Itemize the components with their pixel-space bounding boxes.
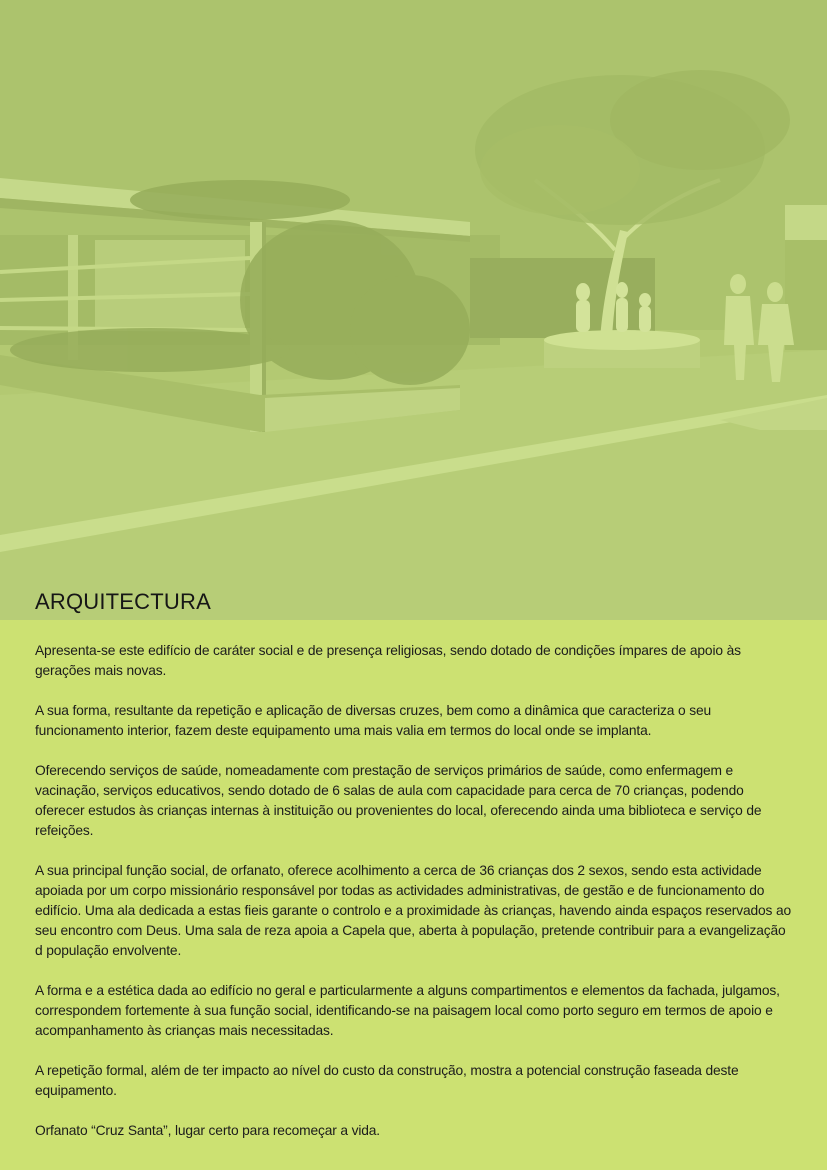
paragraph-aesthetics: A forma e a estética dada ao edifício no geral e particularmente a alguns compartimentos e elementos da fachada, julgamos, correspondem fortemente à sua função social, identificando-se na paisagem local como porto seguro em termos de apoio e acompanhamento às crianças mais necessitadas. xyxy=(35,983,780,1038)
paragraph-repetition: A repetição formal, além de ter impacto ao nível do custo da construção, mostra a potencial construção faseada deste equipamento. xyxy=(35,1063,739,1098)
paragraph-closing: Orfanato “Cruz Santa”, lugar certo para recomeçar a vida. xyxy=(35,1123,380,1138)
body-text xyxy=(35,641,795,1161)
paragraph-intro: Apresenta-se este edifício de caráter social e de presença religiosas, sendo dotado de condições ímpares de apoio às gerações mais novas. xyxy=(35,643,741,678)
paragraph-services: Oferecendo serviços de saúde, nomeadamente com prestação de serviços primários de saúde, como enfermagem e vacinação, serviços educativos, sendo dotado de 6 salas de aula com capacidade para cerca de 70 crianças, podendo oferecer estudos às crianças internas à instituição ou provenientes do local, oferecendo ainda uma biblioteca e serviço de refeições. xyxy=(35,763,762,838)
paragraph-social-function: A sua principal função social, de orfanato, oferece acolhimento a cerca de 36 crianças dos 2 sexos, sendo esta actividade apoiada por um corpo missionário responsável por todas as actividades administrativas, de gestão e de funcionamento do edifício. Uma ala dedicada a estas fieis garante o controlo e a proximidade às crianças, havendo ainda espaços reservados ao seu encontro com Deus. Uma sala de reza apoia a Capela que, aberta à população, pretende contribuir para a evangelização d população envolvente. xyxy=(35,863,792,958)
page-title: ARQUITECTURA xyxy=(35,589,211,614)
paragraph-form: A sua forma, resultante da repetição e aplicação de diversas cruzes, bem como a dinâmica que caracteriza o seu funcionamento interior, fazem deste equipamento uma mais valia em termos do local onde se implanta. xyxy=(35,703,712,738)
